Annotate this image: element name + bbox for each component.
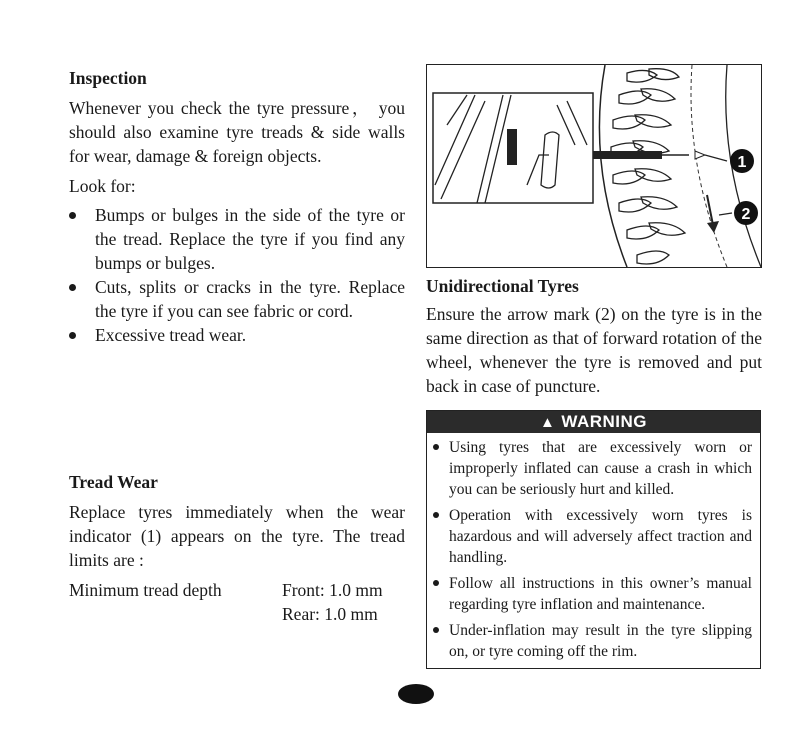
warning-bullet: Under-inflation may result in the tyre slipping on, or tyre coming off the rim. bbox=[431, 620, 752, 662]
bullet-dot-icon bbox=[433, 627, 439, 633]
indicator-arrow-icon bbox=[695, 151, 705, 159]
warning-bullet: Follow all instructions in this owner’s manual regarding tyre inflation and maintenance. bbox=[431, 573, 752, 615]
inspection-heading: Inspection bbox=[69, 68, 147, 88]
inspection-bullet: Excessive tread wear. bbox=[69, 323, 405, 347]
warning-triangle-icon: ▲ bbox=[539, 414, 556, 431]
inspection-bullet: Cuts, splits or cracks in the tyre. Replace the tyre if you can see fabric or cord. bbox=[69, 275, 405, 323]
tread-depth-row bbox=[69, 578, 405, 626]
unidirectional-heading: Unidirectional Tyres bbox=[426, 276, 579, 296]
tread-wear-heading: Tread Wear bbox=[69, 472, 158, 492]
callout-1-label: 1 bbox=[737, 154, 747, 171]
tyre-illustration bbox=[427, 65, 761, 267]
warning-bullet-list bbox=[427, 433, 760, 668]
page-number-oval bbox=[398, 684, 434, 704]
rear-depth: Rear: 1.0 mm bbox=[282, 604, 378, 624]
bullet-dot-icon bbox=[69, 212, 76, 219]
warning-bullet: Using tyres that are excessively worn or improperly inflated can cause a crash in which you can be seriously hurt and killed. bbox=[431, 437, 752, 500]
unidirectional-text: Ensure the arrow mark (2) on the tyre is in the same direction as that of forward rotation of the wheel, whenever the tyre is removed and put back in case of puncture. bbox=[426, 304, 762, 396]
warning-title-bar bbox=[427, 411, 760, 433]
tread-wear-text: Replace tyres immediately when the wear indicator (1) appears on the tyre. The tread limits are : bbox=[69, 502, 405, 570]
min-depth-label: Minimum tread depth bbox=[69, 580, 222, 600]
tyre-figure bbox=[426, 64, 762, 268]
left-column bbox=[69, 64, 405, 347]
bullet-dot-icon bbox=[69, 284, 76, 291]
warning-box bbox=[426, 410, 761, 669]
tread-wear-section bbox=[69, 470, 405, 626]
tyre-outer-edge bbox=[599, 65, 627, 267]
tyre-tread-pattern bbox=[611, 69, 685, 264]
right-column bbox=[426, 64, 762, 669]
bullet-dot-icon bbox=[69, 332, 76, 339]
warning-title: WARNING bbox=[561, 412, 648, 431]
look-for-label: Look for: bbox=[69, 176, 136, 196]
bullet-dot-icon bbox=[433, 444, 439, 450]
bullet-dot-icon bbox=[433, 512, 439, 518]
wear-indicator-bar bbox=[507, 129, 517, 165]
inspection-intro: Whenever you check the tyre pressure， you should also examine tyre treads & side walls for wear, damage & foreign objects. bbox=[69, 98, 405, 166]
depth-values bbox=[282, 578, 383, 626]
callout-2-label: 2 bbox=[741, 206, 751, 223]
front-depth: Front: 1.0 mm bbox=[282, 580, 383, 600]
bullet-dot-icon bbox=[433, 580, 439, 586]
warning-bullet: Operation with excessively worn tyres is hazardous and will adversely affect traction and handling. bbox=[431, 505, 752, 568]
inspection-bullet-list bbox=[69, 203, 405, 347]
tyre-sidewall-line bbox=[691, 65, 727, 267]
inspection-bullet: Bumps or bulges in the side of the tyre or the tread. Replace the tyre if you find any bumps or bulges. bbox=[69, 203, 405, 275]
indicator-wedge bbox=[593, 151, 662, 159]
